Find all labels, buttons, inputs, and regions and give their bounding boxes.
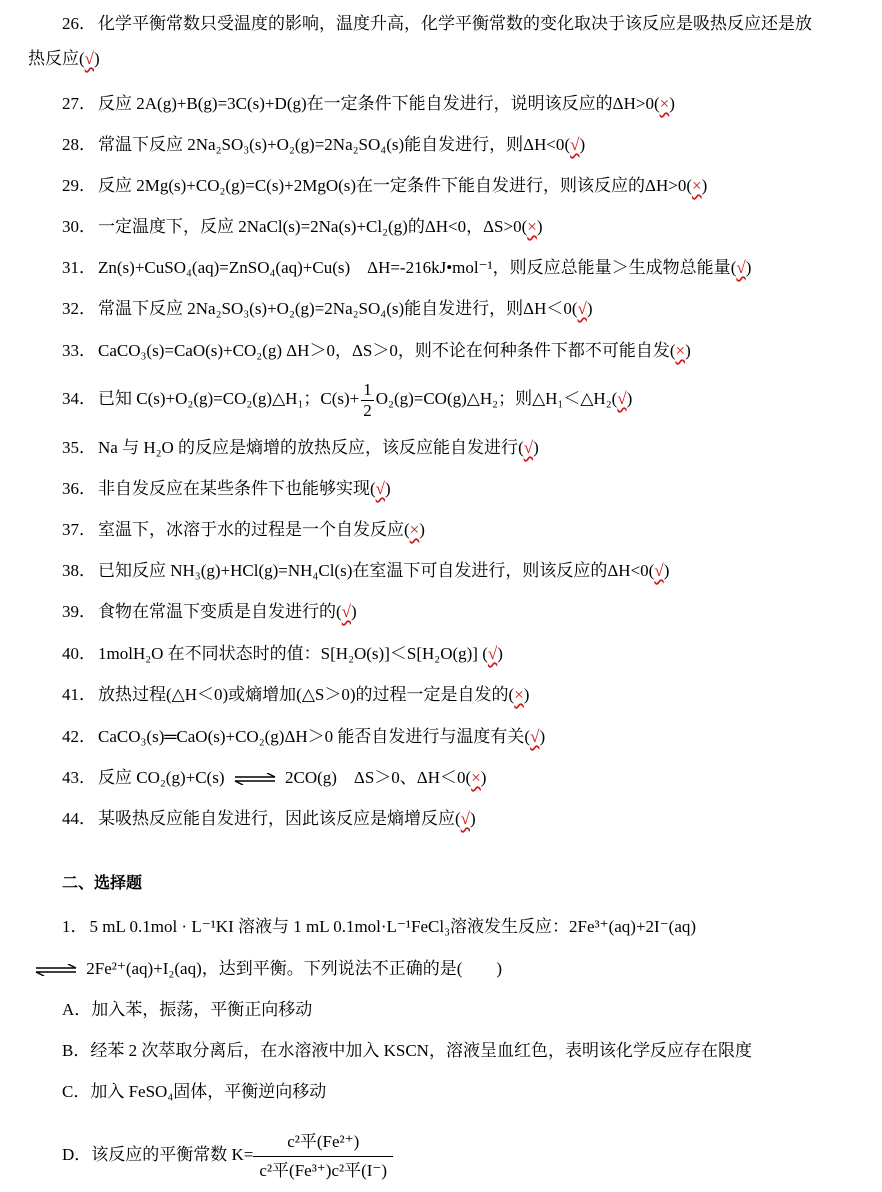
answer-mark: ×	[659, 94, 670, 113]
item-37: 37． 室温下，冰溶于水的过程是一个自发反应(×)	[62, 520, 425, 539]
equilibrium-arrow-icon	[233, 773, 277, 785]
option-a[interactable]: A．加入苯，振荡，平衡正向移动	[62, 1000, 313, 1019]
option-c[interactable]: C．加入 FeSO₄固体，平衡逆向移动	[62, 1082, 327, 1101]
item-31: 31． Zn(s)+CuSO₄(aq)=ZnSO₄(aq)+Cu(s) ΔH=-216kJ•mol⁻¹，则反应总能量＞生成物总能量(√)	[62, 258, 752, 277]
item-26: 26． 化学平衡常数只受温度的影响，温度升高，化学平衡常数的变化取决于该反应是吸热反应还是放	[62, 14, 812, 33]
answer-mark: ×	[692, 176, 702, 195]
item-36: 36． 非自发反应在某些条件下也能够实现(√)	[62, 479, 391, 498]
question-1-line-1: 1． 5 mL 0.1mol · L⁻¹KI 溶液与 1 mL 0.1mol·L⁻¹FeCl₃溶液发生反应：2Fe³⁺(aq)+2I⁻(aq)	[62, 917, 697, 936]
equilibrium-constant-fraction: c²平(Fe²⁺) c²平(Fe³⁺)c²平(I⁻)	[253, 1128, 393, 1185]
fraction-half: $\frac{1}{2}$	[363, 379, 372, 420]
item-text: 化学平衡常数只受温度的影响，温度升高，化学平衡常数的变化取决于该反应是吸热反应还是放	[98, 14, 812, 33]
answer-mark: √	[570, 135, 580, 154]
answer-mark: √	[487, 644, 498, 663]
answer-mark: √	[460, 809, 471, 828]
equilibrium-arrow-icon	[34, 964, 78, 976]
item-40: 40． 1molH₂O 在不同状态时的值：S[H₂O(s)]＜S[H₂O(g)] (√)	[62, 644, 503, 663]
item-27: 27． 反应 2A(g)+B(g)=3C(s)+D(g)在一定条件下能自发进行，说明该反应的ΔH>0(×)	[62, 94, 675, 113]
item-44: 44． 某吸热反应能自发进行，因此该反应是熵增反应(√)	[62, 809, 476, 828]
item-28: 28． 常温下反应 2Na₂SO₃(s)+O₂(g)=2Na₂SO₄(s)能自发进行，则ΔH<0(√)	[62, 135, 586, 154]
item-42: 42． CaCO₃(s)═CaO(s)+CO₂(g)ΔH＞0 能否自发进行与温度有关(√)	[62, 727, 546, 746]
section-heading: 二、选择题	[62, 873, 143, 892]
item-43: 43． 反应 CO₂(g)+C(s) 2CO(g) ΔS＞0、ΔH＜0(×)	[62, 768, 487, 787]
item-34: 34． 已知 C(s)+O₂(g)=CO₂(g)△H₁；C(s)+ $\frac{1}{2}$ O₂(g)=CO(g)△H₂；则△H₁＜△H₂(√)	[62, 379, 633, 420]
answer-mark: √	[84, 49, 95, 68]
item-29: 29． 反应 2Mg(s)+CO₂(g)=C(s)+2MgO(s)在一定条件下能自发进行，则该反应的ΔH>0(×)	[62, 176, 708, 195]
answer-mark: √	[341, 602, 352, 621]
item-39: 39． 食物在常温下变质是自发进行的(√)	[62, 602, 357, 621]
item-41: 41． 放热过程(△H＜0)或熵增加(△S＞0)的过程一定是自发的(×)	[62, 685, 530, 704]
item-26-cont: 热反应(√)	[28, 49, 100, 68]
item-32: 32． 常温下反应 2Na₂SO₃(s)+O₂(g)=2Na₂SO₄(s)能自发进行，则ΔH＜0(√)	[62, 299, 593, 318]
answer-mark: ×	[409, 520, 420, 539]
question-1-line-2: 2Fe²⁺(aq)+I₂(aq)，达到平衡。下列说法不正确的是( )	[30, 957, 874, 981]
answer-mark: √	[530, 727, 540, 746]
item-33: 33． CaCO₃(s)=CaO(s)+CO₂(g) ΔH＞0，ΔS＞0，则不论在何种条件下都不可能自发(×)	[62, 341, 691, 360]
answer-mark: √	[375, 479, 386, 498]
answer-mark: ×	[514, 685, 524, 704]
answer-mark: ×	[471, 768, 481, 787]
answer-mark: √	[577, 299, 587, 318]
answer-mark: √	[617, 389, 627, 408]
option-d[interactable]: D．该反应的平衡常数 K= c²平(Fe²⁺) c²平(Fe³⁺)c²平(I⁻)	[62, 1126, 874, 1185]
answer-mark: √	[523, 438, 534, 457]
answer-mark: √	[654, 561, 664, 580]
item-38: 38． 已知反应 NH₃(g)+HCl(g)=NH₄Cl(s)在室温下可自发进行，则该反应的ΔH<0(√)	[62, 561, 670, 580]
item-30: 30． 一定温度下，反应 2NaCl(s)=2Na(s)+Cl₂(g)的ΔH<0，ΔS>0(×)	[62, 217, 543, 236]
item-35: 35． Na 与 H₂O 的反应是熵增的放热反应，该反应能自发进行(√)	[62, 438, 539, 457]
option-b[interactable]: B．经苯 2 次萃取分离后，在水溶液中加入 KSCN，溶液呈血红色，表明该化学反应存在限度	[62, 1041, 752, 1060]
answer-mark: √	[736, 258, 746, 277]
answer-mark: ×	[675, 341, 686, 360]
answer-mark: ×	[527, 217, 537, 236]
